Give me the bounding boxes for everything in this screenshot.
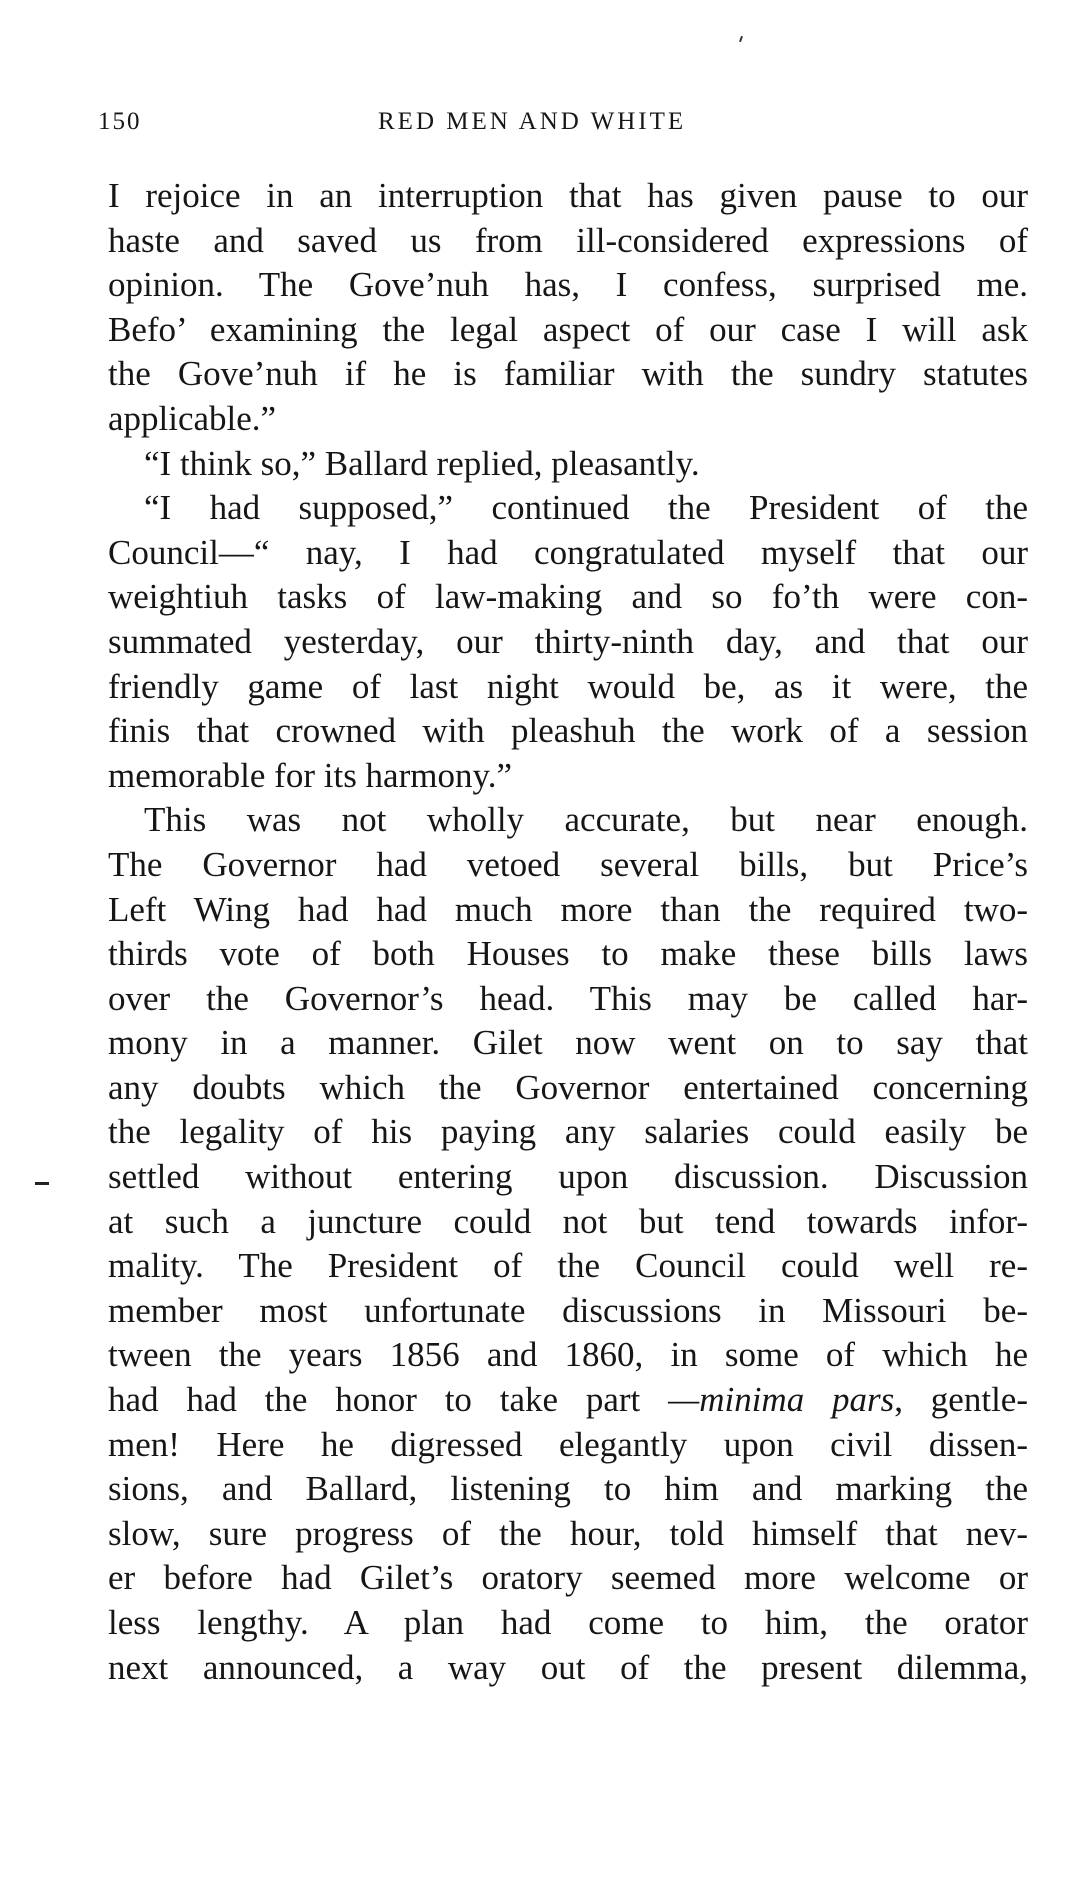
text-line: Left Wing had had much more than the required two-: [108, 889, 1028, 929]
text-line: opinion. The Gove’nuh has, I confess, surprised me.: [108, 265, 1028, 305]
italic-phrase: —minima pars: [668, 1380, 895, 1420]
text-line: at such a juncture could not but tend towards infor-: [108, 1201, 1028, 1241]
text-line: the Gove’nuh if he is familiar with the sundry statutes: [108, 354, 1028, 394]
text-line: mality. The President of the Council could well re-: [108, 1246, 1028, 1286]
text-line: This was not wholly accurate, but near enough.: [144, 800, 1028, 840]
page-header: [98, 108, 754, 142]
text-line: the legality of his paying any salaries could easily be: [108, 1112, 1028, 1152]
running-head: RED MEN AND WHITE: [378, 108, 687, 135]
text-line: any doubts which the Governor entertained concerning: [108, 1067, 1028, 1107]
text-line: summated yesterday, our thirty-ninth day, and that our: [108, 621, 1028, 661]
text-line: thirds vote of both Houses to make these bills laws: [108, 934, 1028, 974]
text-line: applicable.”: [108, 398, 277, 438]
page-number: 150: [98, 108, 142, 135]
text-line: less lengthy. A plan had come to him, the orator: [108, 1603, 1028, 1642]
stray-mark: [739, 36, 743, 42]
text-line: “I think so,” Ballard replied, pleasantly.: [144, 443, 700, 483]
text-line: tween the years 1856 and 1860, in some of which he: [108, 1335, 1028, 1375]
text-line: memorable for its harmony.”: [108, 755, 512, 795]
body-text: [108, 174, 1028, 1690]
margin-mark: [35, 1182, 49, 1185]
text-line: Befo’ examining the legal aspect of our case I will ask: [108, 309, 1028, 349]
text-line: I rejoice in an interruption that has given pause to our: [108, 176, 1028, 215]
text-line: sions, and Ballard, listening to him and marking the: [108, 1469, 1028, 1509]
text-line: weightiuh tasks of law-making and so fo’th were con-: [108, 577, 1028, 617]
text-line: finis that crowned with pleashuh the work of a session: [108, 711, 1028, 751]
text-fragment: had had the honor to take part: [108, 1380, 669, 1420]
text-line: “I had supposed,” continued the President of the: [144, 488, 1028, 528]
text-line: haste and saved us from ill-considered expressions of: [108, 220, 1028, 260]
text-line-with-italic: [108, 1378, 1028, 1423]
text-line: er before had Gilet’s oratory seemed more welcome or: [108, 1558, 1028, 1598]
text-line: next announced, a way out of the present dilemma,: [108, 1647, 1028, 1687]
text-line: over the Governor’s head. This may be called har-: [108, 978, 1028, 1018]
text-line: member most unfortunate discussions in Missouri be-: [108, 1290, 1028, 1330]
text-line: settled without entering upon discussion. Discussion: [108, 1157, 1028, 1197]
text-line: Council—“ nay, I had congratulated myself that our: [108, 532, 1028, 572]
text-line: friendly game of last night would be, as it were, the: [108, 666, 1028, 706]
text-line: The Governor had vetoed several bills, but Price’s: [108, 844, 1028, 884]
text-line: slow, sure progress of the hour, told himself that nev-: [108, 1513, 1028, 1553]
text-line: men! Here he digressed elegantly upon civil dissen-: [108, 1424, 1028, 1464]
text-fragment: , gentle-: [894, 1380, 1028, 1420]
text-line: mony in a manner. Gilet now went on to say that: [108, 1023, 1028, 1063]
